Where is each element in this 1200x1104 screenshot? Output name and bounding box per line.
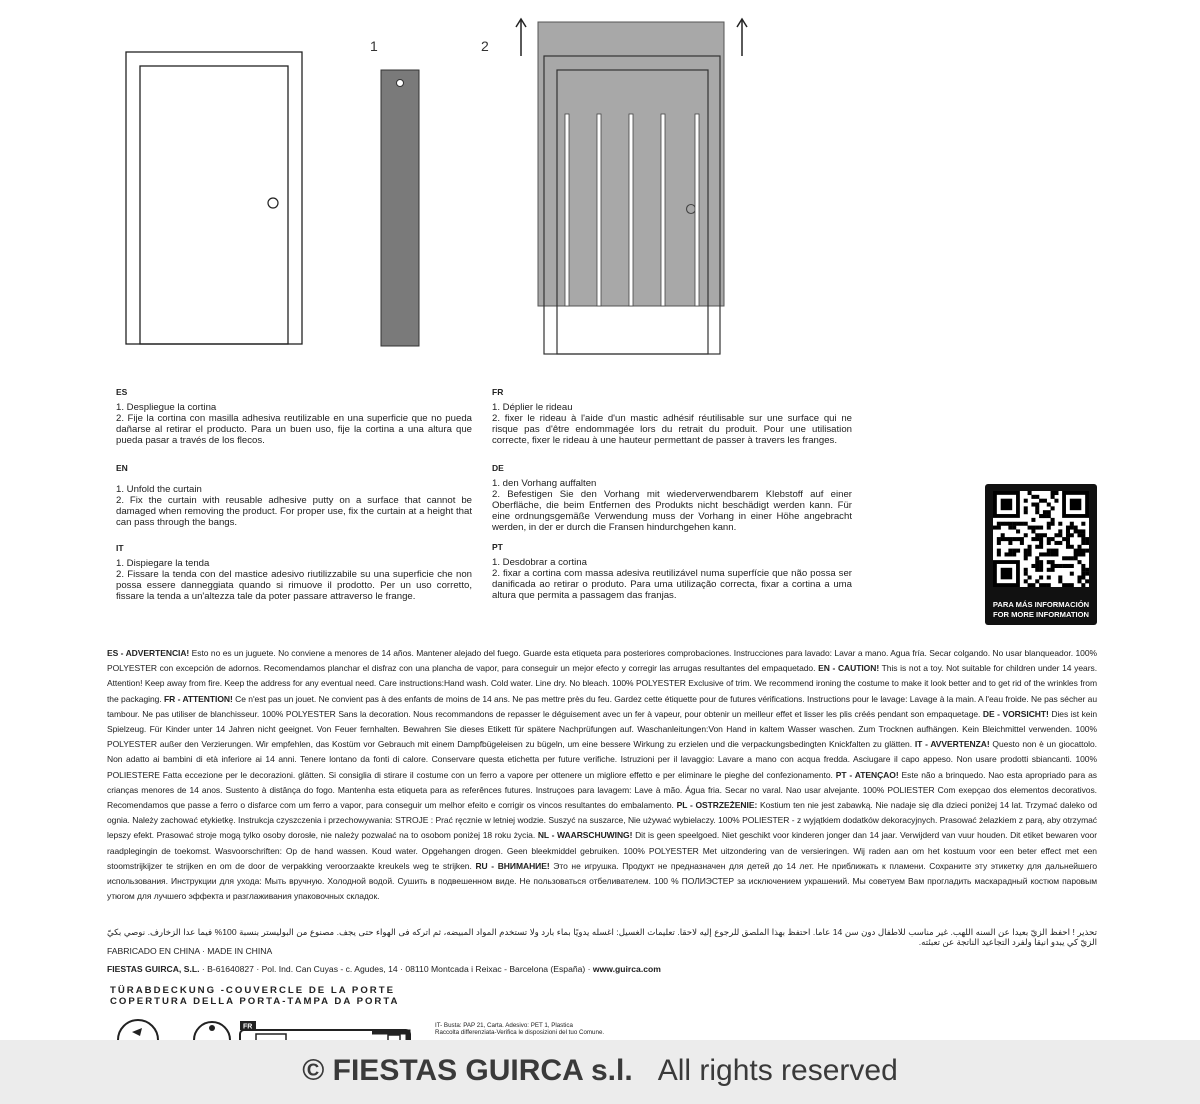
qr-code-panel[interactable] [985,484,1097,625]
warning-text: Dies ist kein Spielzeug. Für Kinder unter 14 Jahren nicht geeignet. Von Feuer fernhalten. Bewahren Sie dieses Etikett für spätere Nachprüfungen auf. Waschanleitungen:Von Hand in kaltem Wasser waschen. Zum Trocknen aufhängen. Kein Bleichmittel verwenden. 100% POLYESTER außer den Verzierungen. Wir empfehlen, das Kostüm vor Gebrauch mit einem Dampfbügeleisen zu bügeln, um eine bessere Wirkung zu erzielen und die verpackungsbedingten Knickfalten zu glätten. [107,708,1097,750]
copyright-rights: All rights reserved [657,1054,898,1087]
arrow-up-icon [516,19,526,56]
qr-code-icon [993,491,1089,587]
installation-illustration [0,0,1200,380]
product-name-line-2: COPERTURA DELLA PORTA-TAMPA DA PORTA [110,996,400,1007]
copyright-brand: © FIESTAS GUIRCA s.l. [302,1054,633,1087]
instruction-step-1: 1. Dispiegare la tenda [116,558,210,569]
step-1-number: 1 [370,38,378,54]
product-names [110,985,399,1007]
warning-text: Esto no es un juguete. No conviene a menores de 14 años. Mantener alejado del fuego. Guarde esta etiqueta para posteriores comprobaciones. Instrucciones para lavado: Lavar a mano. Agua fría. Secar colgando. No usar blanqueador. 100% POLYESTER con excepción de adornos. Recomendamos planchar el disfraz con una plancha de vapor, para conseguir un mejor efecto y corregir las arrugas resultantes del empaquetado. [107,648,1097,674]
warning-text: Este não a brinquedo. Nao esta apropriado para as crianças menores de 14 anos. Sustento à distânça do fogo. Mantenha esta etiqueta para as referênces futures. Instruçoes para lavagem: Lave à mão. Água fria. Secar no varal. Nao usar alvejante. 100% POLIESTER Com exepçao dos elementos decorativos. Recomendamos que passe a ferro o disfarce com um ferro a vapor, para conseguir um melhor efeito e corrigir os vincos resultantes do embalamento. [107,769,1098,811]
instruction-step-1: 1. Despliegue la cortina [116,402,217,413]
copyright-footer [0,1040,1200,1104]
instructions-en [116,463,472,528]
recycling-symbol-icon [118,1020,158,1040]
warning-label: NL - WAARSCHUWING! [537,830,633,841]
instructions-pt [492,542,852,601]
instruction-step-2: 2. fixer le rideau à l'aide d'un mastic adhésif réutilisable sur une surface qui ne risque pas d'être endommagée lors du retrait du produit. Pour une utilisation correcte, fixer le rideau à une hauteur permettant de passer à travers les franges. [492,413,852,446]
warning-label: IT - AVVERTENZA! [914,739,990,750]
warning-label: EN - CAUTION! [818,663,880,674]
instruction-step-1: 1. Déplier le rideau [492,402,573,413]
copyright-text [0,1054,1200,1088]
made-in-label: FABRICADO EN CHINA · MADE IN CHINA [107,946,273,956]
triman-fr-label: FR [243,1023,253,1031]
door-drawing [126,52,302,344]
language-code: ES [116,387,128,397]
language-code: IT [116,543,124,553]
qr-caption-line-2: FOR MORE INFORMATION [992,610,1090,619]
arabic-warning: تحذير ! احفظ الزيّ بعيدا عن السنه اللهب. غير مناسب للاطفال دون سن 14 عاما. احتفظ بهذا الملصق للرجوع إليه لاحقا. تعليمات الغسيل: اغسله يدويًا بماء بارد ولا تستخدم المواد المبيضه، ثم اتركه فى الهواء حتى يجف. مصنوع من البوليستر بنسبة 100% فيما عدا الزخارف. نوصي بكيّ الزيّ كي يبدو انيقا ولفرد التجاعيد الناتجة عن تعبئته. [107,927,1097,947]
instructions-es [116,387,472,446]
instruction-step-2: 2. fixar a cortina com massa adesiva reutilizável numa superfície que não possa ser danificada ao retirar o produto. Para uma utilização correcta, fixar a cortina a uma altura que permita a passagem das franjas. [492,568,852,601]
instruction-step-2: 2. Fije la cortina con masilla adhesiva reutilizable en una superficie que no pueda dañarse al retirar el producto. Para un buen uso, fije la cortina a una altura que pueda pasar a través de los flecos. [116,413,472,446]
qr-code-caption [985,600,1097,620]
warning-label: DE - VORSICHT! [982,708,1049,719]
tidyman-symbol-icon [194,1022,230,1040]
step-2-number: 2 [481,38,489,54]
language-code: EN [116,463,128,473]
warning-label: RU - ВНИМАНИЕ! [475,860,550,871]
folded-curtain-drawing [381,70,419,346]
instructions-fr [492,387,852,446]
language-code: FR [492,387,504,397]
warning-label: FR - ATTENTION! [164,693,233,704]
warning-label: ES - ADVERTENCIA! [107,648,190,658]
company-website-link[interactable]: www.guirca.com [592,964,661,974]
language-code: DE [492,463,504,473]
company-name: FIESTAS GUIRCA, S.L. [107,964,200,974]
arrow-up-icon [737,19,747,56]
warning-text: Ce n'est pas un jouet. Ne convient pas à des enfants de moins de 14 ans. Ne pas mettre près du feu. Gardez cette étiquette pour de futures vérifications. Instructions pour le lavage: Lavage à la main. A l'eau froide. Ne pas sécher au tambour. Ne pas utiliser de blanchisseur. 100% POLYESTER Sans la decoration. Nous recommandons de repasser le déguisement avec un fer à vapeur, pour obtenir un meilleur effet et lisser les plis créés pendant son empaquetage. [107,693,1097,719]
warning-text: Questo non è un giocattolo. Non adatto ai bambini di età inferiore ai 14 anni. Tenere lontano da fonti di calore. Conservare questa etichetta per future verifiche. Istruzioni per il lavaggio: Lavare a mano con acqua fredda. Asciugare il capo appeso. Non usare prodotti sbiancanti. 100% POLIESTERE Fatta eccezione per le decorazioni. glätten. Si consiglia di stirare il costume con un ferro a vapore per ottenere un migliore effetto e per eliminare le pieghe del confezionamento. [107,739,1097,780]
product-name-line-1: TÜRABDECKUNG -COUVERCLE DE LA PORTE [110,985,395,996]
warning-label: PL - OSTRZEŻENIE: [676,800,758,811]
language-code: PT [492,542,503,552]
instructions-de [492,463,852,533]
qr-code[interactable] [993,491,1089,587]
instruction-step-1: 1. den Vorhang auffalten [492,478,597,489]
company-info [107,964,661,974]
instruction-step-1: 1. Desdobrar a cortina [492,557,587,568]
warning-text: This is not a toy. Not suitable for children under 14 years. Attention! Keep away from fire. Keep the address for any eventual need. Care instructions:Hand wash. Cold water. Line dry. No bleach. 100% POLYESTER Exclusive of trim. We recommend ironing the costume to make it look better and to get rid of the wrinkles from the packaging. [107,663,1098,704]
safety-warnings [107,646,1097,904]
recycling-icons [110,1018,420,1040]
triman-symbol-icon [240,1021,410,1040]
instructions-it [116,543,472,602]
warning-text: Это не игрушка. Продукт не предназначен для детей до 14 лет. Не приближать к пламени. Сохраните эту этикетку для дальнейшего использования. Инструкции для ухода: Мыть вручную. Холодной водой. Сушить в подвешенном виде. Не пользоваться отбеливателем. 100 % ПОЛИЭСТЕР за исключением украшений. Мы советуем Вам прогладить маскарадный костюм паровым утюгом для лучшего эффекта и разглаживания упаковочных складок. [107,860,1097,902]
warning-text: Kostium ten nie jest zabawką. Nie nadaje się dla dzieci poniżej 14 lat. Trzymać daleko od ognia. Należy zachować etykietkę. Instrukcja czyszczenia i przechowywania: STROJE : Prać ręcznie w letniej wodzie. Suszyć na suszarce, Nie używać wybielaczy. 100% POLIESTER - z wyjątkiem dodatków dekoracyjnych. Prasować żelazkiem z parą, aby otrzymać lepszy efekt. Prasować stroje mogą tylko osoby dorosłe, nie należy pozwalać na to osobom poniżej 18 roku życia. [107,800,1098,841]
instruction-step-1: 1. Unfold the curtain [116,484,202,495]
door-with-curtain-drawing [538,22,724,354]
recycling-line-2: Raccolta differenziata-Verifica le disposizioni del tuo Comune. [435,1029,605,1037]
instruction-step-2: 2. Befestigen Sie den Vorhang mit wiederverwendbarem Klebstoff auf einer Oberfläche, die beim Entfernen des Produkts nicht beschädigt werden kann. Für eine ordnungsgemäße Verwendung muss der Vorhang in einer Höhe angebracht werden, in der er durch die Fransen hindurchgehen kann. [492,489,852,533]
company-details: · B-61640827 · Pol. Ind. Can Cuyas - c. Agudes, 14 · 08110 Montcada i Reixac - Barcelona (España) · [199,964,593,974]
instruction-step-2: 2. Fix the curtain with reusable adhesive putty on a surface that cannot be damaged when removing the product. For proper use, fix the curtain at a height that can pass through the bangs. [116,495,472,528]
qr-caption-line-1: PARA MÁS INFORMACIÓN [992,600,1090,609]
recycling-line-1: IT- Busta: PAP 21, Carta. Adesivo: PET 1, Plastica [435,1022,573,1029]
instruction-step-2: 2. Fissare la tenda con del mastice adesivo riutilizzabile su una superficie che non possa essere danneggiata quando si rimuove il prodotto. Per un uso corretto, fissare la tenda a un'altezza tale da poter passare attraverso le frange. [116,569,472,602]
warning-label: PT - ATENÇAO! [835,769,899,780]
recycling-info [435,1022,604,1037]
warning-text: Dit is geen speelgoed. Niet geschikt voor kinderen jonger dan 14 jaar. Verwijderd van vuur houden. Dit etiket bewaren voor raadplegingin de toekomst. Wasvoorschriften: Op de hand wassen. Koud water. Opgehangen drogen. Geen bleekmiddel gebruiken. 100% POLYESTER Met uitzondering van de versieringen. Wij raden aan om het kostuum voor een beter effect met een stoomstrijkijzer te strijken en om de door de verpakking veroorzaakte kreukels weg te strijken. [107,830,1097,871]
